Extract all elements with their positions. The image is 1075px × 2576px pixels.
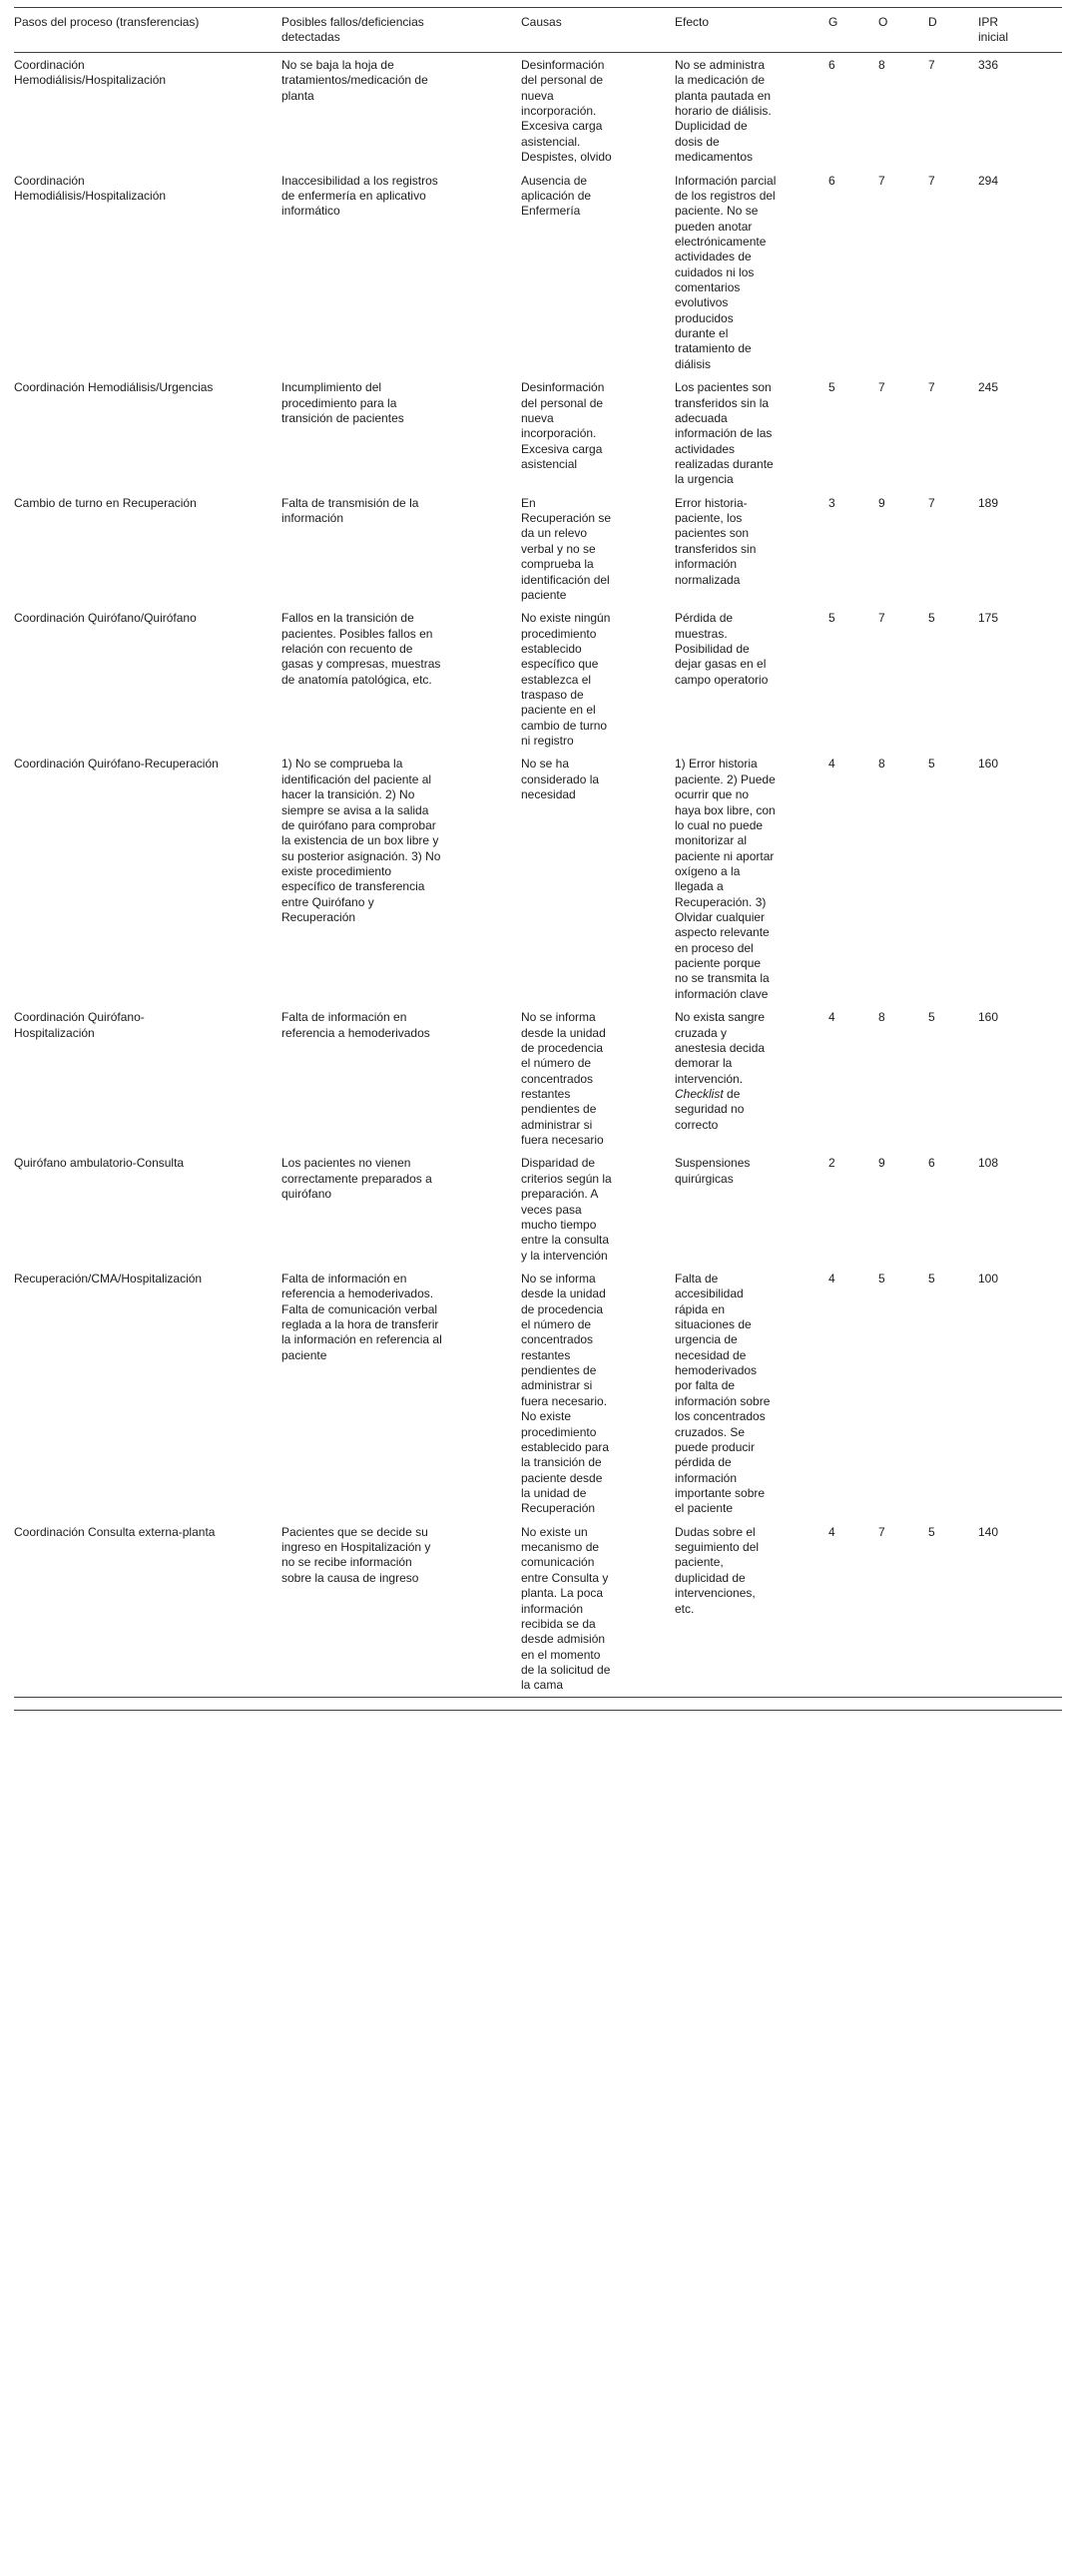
cell-efecto: Falta de accesibilidad rápida en situaciones de urgencia de necesidad de hemoderivados por falta de información sobre los concentrados cruzados. Se puede producir pérdida de información importante sobre el paciente: [675, 1271, 771, 1516]
cell-pasos: Coordinación Hemodiálisis/Urgencias: [14, 380, 214, 395]
cell-causas: No se ha considerado la necesidad: [521, 757, 600, 802]
cell-fallos: Falta de transmisión de la información: [281, 495, 419, 526]
cell-causas: Desinformación del personal de nueva incorporación. Excesiva carga asistencial: [521, 380, 605, 471]
column-header-causas: Causas: [521, 8, 675, 53]
cell-causas: Ausencia de aplicación de Enfermería: [521, 173, 592, 219]
cell-causas: No existe un mecanismo de comunicación entre Consulta y planta. La poca información recibida se da desde admisión en el momento de la solicitud de la cama: [521, 1524, 611, 1693]
cell-pasos: Quirófano ambulatorio-Consulta: [14, 1156, 185, 1171]
cell-d: 5: [928, 757, 935, 772]
cell-g: 5: [828, 380, 835, 395]
cell-d: 5: [928, 1524, 935, 1539]
cell-pasos: Coordinación Quirófano-Recuperación: [14, 757, 219, 772]
table-row: [14, 1520, 1062, 1697]
cell-o: 8: [878, 58, 885, 72]
cell-g: 2: [828, 1156, 835, 1171]
cell-fallos: Falta de información en referencia a hemoderivados. Falta de comunicación verbal reglada a la hora de transferir la información en referencia al paciente: [281, 1271, 442, 1362]
cell-efecto: Error historia-paciente, los pacientes son transferidos sin información normalizada: [675, 495, 757, 587]
cell-ipr: 160: [978, 1010, 999, 1025]
header-row: [14, 8, 1062, 53]
cell-pasos: Recuperación/CMA/Hospitalización: [14, 1271, 203, 1286]
table-row: [14, 1267, 1062, 1520]
cell-d: 7: [928, 495, 935, 510]
cell-efecto: Información parcial de los registros del paciente. No se pueden anotar electrónicamente actividades de cuidados ni los comentarios evolutivos producidos durante el tratamiento de diálisis: [675, 173, 777, 371]
cell-fallos: No se baja la hoja de tratamientos/medicación de planta: [281, 58, 428, 103]
table-row: [14, 606, 1062, 752]
cell-ipr: 175: [978, 611, 999, 626]
table-row: [14, 1151, 1062, 1267]
table-row: [14, 491, 1062, 607]
table-row: [14, 53, 1062, 169]
cell-fallos: Falta de información en referencia a hemoderivados: [281, 1010, 430, 1040]
cell-g: 3: [828, 495, 835, 510]
cell-fallos: Fallos en la transición de pacientes. Posibles fallos en relación con recuento de gasas y compresas, muestras de anatomía patológica, etc.: [281, 611, 441, 687]
cell-causas: No se informa desde la unidad de procedencia el número de concentrados restantes pendientes de administrar si fuera necesario: [521, 1010, 606, 1148]
cell-ipr: 160: [978, 757, 999, 772]
cell-efecto: No exista sangre cruzada y anestesia decida demorar la intervención. Checklist de seguridad no correcto: [675, 1010, 766, 1132]
cell-g: 4: [828, 1271, 835, 1286]
cell-ipr: 100: [978, 1271, 999, 1286]
fmea-table: [14, 7, 1062, 1698]
cell-o: 7: [878, 611, 885, 626]
cell-g: 4: [828, 1524, 835, 1539]
column-header-pasos: Pasos del proceso (transferencias): [14, 8, 281, 53]
cell-causas: No existe ningún procedimiento establecido específico que establezca el traspaso de paciente en el cambio de turno ni registro: [521, 611, 611, 749]
cell-o: 7: [878, 380, 885, 395]
cell-causas: Disparidad de criterios según la preparación. A veces pasa mucho tiempo entre la consulta y la intervención: [521, 1156, 612, 1263]
cell-fallos: Los pacientes no vienen correctamente preparados a quirófano: [281, 1156, 432, 1202]
cell-fallos: 1) No se comprueba la identificación del paciente al hacer la transición. 2) No siempre se avisa a la salida de quirófano para comprobar la existencia de un box libre y su posterior asignación. 3) No existe procedimiento específico de transferencia entre Quirófano y Recuperación: [281, 757, 441, 925]
cell-o: 8: [878, 757, 885, 772]
cell-o: 9: [878, 1156, 885, 1171]
cell-g: 4: [828, 1010, 835, 1025]
cell-fallos: Inaccesibilidad a los registros de enfermería en aplicativo informático: [281, 173, 438, 219]
cell-pasos: Cambio de turno en Recuperación: [14, 495, 197, 510]
cell-d: 5: [928, 611, 935, 626]
cell-g: 5: [828, 611, 835, 626]
column-header-fallos: Posibles fallos/deficiencias detectadas: [281, 8, 521, 53]
cell-o: 8: [878, 1010, 885, 1025]
cell-efecto: Pérdida de muestras. Posibilidad de dejar gasas en el campo operatorio: [675, 611, 769, 687]
cell-d: 5: [928, 1271, 935, 1286]
table-bottom-rule: [14, 1710, 1062, 1711]
table-row: [14, 375, 1062, 491]
cell-d: 7: [928, 173, 935, 188]
cell-fallos: Incumplimiento del procedimiento para la transición de pacientes: [281, 380, 404, 425]
cell-efecto: Suspensiones quirúrgicas: [675, 1156, 751, 1186]
cell-pasos: Coordinación Hemodiálisis/Hospitalización: [14, 173, 167, 203]
cell-d: 7: [928, 58, 935, 72]
cell-ipr: 108: [978, 1156, 999, 1171]
column-header-d: D: [928, 8, 978, 53]
cell-fallos: Pacientes que se decide su ingreso en Hospitalización y no se recibe información sobre la causa de ingreso: [281, 1524, 431, 1585]
cell-ipr: 294: [978, 173, 999, 188]
cell-d: 5: [928, 1010, 935, 1025]
cell-ipr: 189: [978, 495, 999, 510]
column-header-ipr: IPR inicial: [978, 8, 1062, 53]
cell-ipr: 140: [978, 1524, 999, 1539]
table-row: [14, 752, 1062, 1005]
cell-efecto: 1) Error historia paciente. 2) Puede ocurrir que no haya box libre, con lo cual no puede monitorizar al paciente ni aportar oxígeno a la llegada a Recuperación. 3) Olvidar cualquier aspecto relevante en proceso del paciente porque no se transmita la información clave: [675, 757, 776, 1001]
cell-pasos: Coordinación Quirófano/Quirófano: [14, 611, 197, 626]
cell-efecto: Los pacientes son transferidos sin la adecuada información de las actividades realizadas durante la urgencia: [675, 380, 774, 487]
column-header-o: O: [878, 8, 928, 53]
italic-term: Checklist: [675, 1087, 724, 1101]
cell-ipr: 245: [978, 380, 999, 395]
cell-d: 7: [928, 380, 935, 395]
table-header: [14, 8, 1062, 53]
cell-g: 6: [828, 58, 835, 72]
cell-causas: Desinformación del personal de nueva incorporación. Excesiva carga asistencial. Despistes, olvido: [521, 58, 612, 165]
table-row: [14, 169, 1062, 376]
cell-o: 7: [878, 173, 885, 188]
cell-efecto: Dudas sobre el seguimiento del paciente, duplicidad de intervenciones, etc.: [675, 1524, 760, 1616]
column-header-g: G: [828, 8, 878, 53]
cell-pasos: Coordinación Quirófano-Hospitalización: [14, 1010, 145, 1040]
cell-causas: En Recuperación se da un relevo verbal y no se comprueba la identificación del paciente: [521, 495, 612, 602]
cell-pasos: Coordinación Consulta externa-planta: [14, 1524, 216, 1539]
cell-g: 4: [828, 757, 835, 772]
cell-g: 6: [828, 173, 835, 188]
cell-o: 9: [878, 495, 885, 510]
cell-d: 6: [928, 1156, 935, 1171]
cell-o: 7: [878, 1524, 885, 1539]
table-body: [14, 53, 1062, 1698]
cell-ipr: 336: [978, 58, 999, 72]
column-header-efecto: Efecto: [675, 8, 828, 53]
cell-pasos: Coordinación Hemodiálisis/Hospitalización: [14, 58, 167, 88]
cell-o: 5: [878, 1271, 885, 1286]
table-row: [14, 1005, 1062, 1151]
cell-efecto: No se administra la medicación de planta pautada en horario de diálisis. Duplicidad de dosis de medicamentos: [675, 58, 772, 165]
cell-causas: No se informa desde la unidad de procedencia el número de concentrados restantes pendientes de administrar si fuera necesario. No existe procedimiento establecido para la transición de paciente desde la unidad de Recuperación: [521, 1271, 610, 1516]
